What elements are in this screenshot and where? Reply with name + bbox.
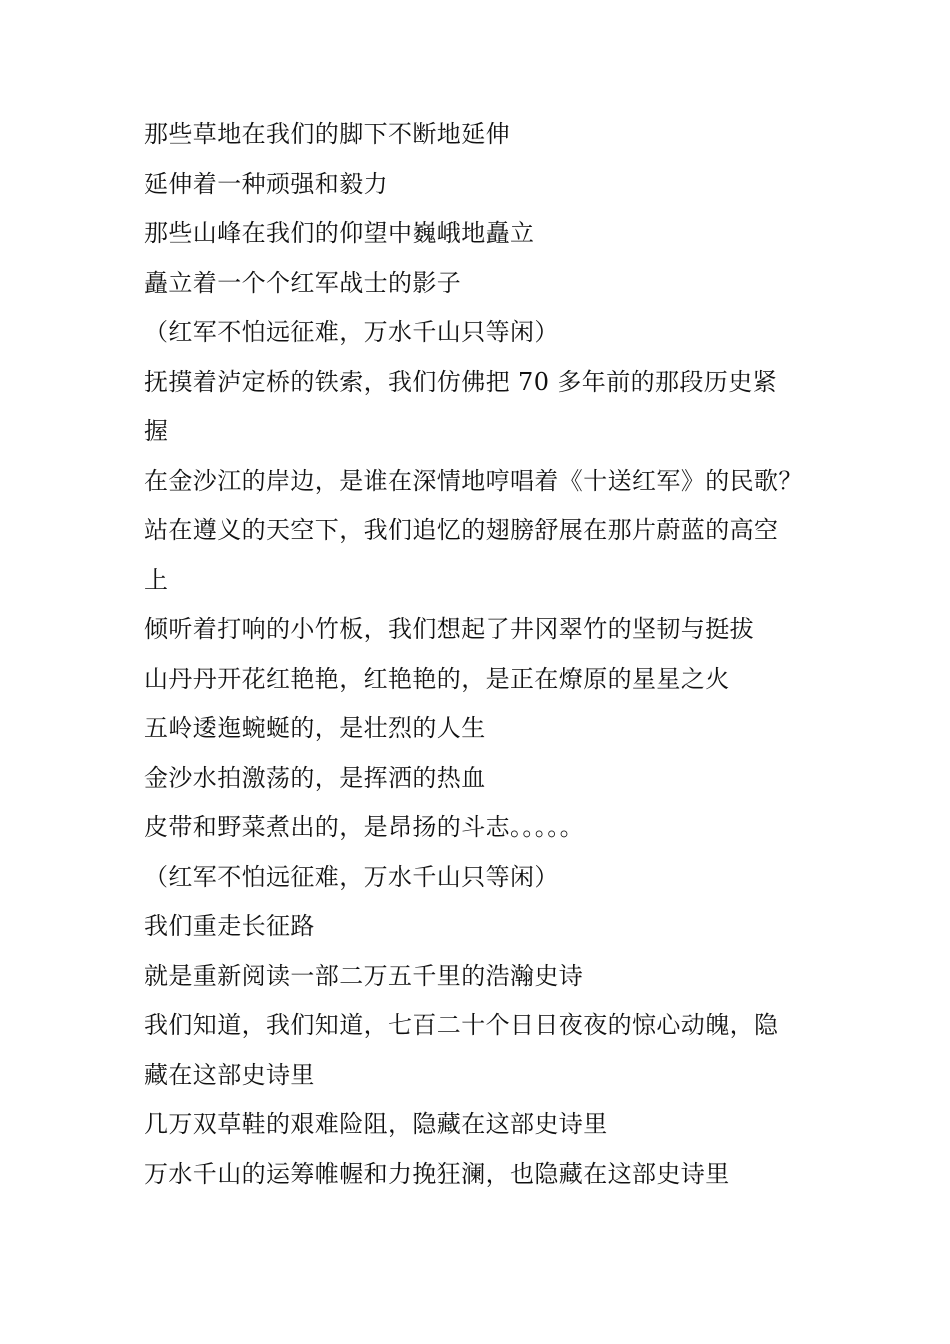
text-line: 藏在这部史诗里 (144, 1060, 315, 1089)
text-line: 我们知道，我们知道，七百二十个日日夜夜的惊心动魄，隐 (144, 1011, 779, 1039)
text-line: 倾听着打响的小竹板，我们想起了井冈翠竹的坚韧与挺拔 (144, 615, 754, 643)
text-line: 延伸着一种顽强和毅力 (144, 169, 388, 198)
text-line: 万水千山的运筹帷幄和力挽狂澜，也隐藏在这部史诗里 (144, 1159, 730, 1188)
text-line: 握 (144, 417, 169, 445)
poem-text-block (144, 110, 824, 1199)
text-line: 我们重走长征路 (144, 912, 315, 940)
text-line: 上 (144, 565, 169, 594)
text-line: 那些草地在我们的脚下不断地延伸 (144, 120, 510, 148)
text-line: 金沙水拍激荡的，是挥洒的热血 (144, 763, 486, 792)
text-line: 抚摸着泸定桥的铁索，我们仿佛把 70 多年前的那段历史紧 (144, 367, 777, 396)
text-line: 山丹丹开花红艳艳，红艳艳的，是正在燎原的星星之火 (144, 664, 730, 693)
text-line: 几万双草鞋的艰难险阻，隐藏在这部史诗里 (144, 1110, 608, 1138)
text-line: （红军不怕远征难，万水千山只等闲） (144, 862, 559, 891)
text-line: 五岭逶迤蜿蜒的，是壮烈的人生 (144, 714, 486, 742)
text-line: 在金沙江的岸边，是谁在深情地哼唱着《十送红军》的民歌？ (144, 466, 803, 495)
text-line: 就是重新阅读一部二万五千里的浩瀚史诗 (144, 961, 584, 990)
text-line: 皮带和野菜煮出的，是昂扬的斗志。。。。。 (144, 813, 584, 841)
text-line: 那些山峰在我们的仰望中巍峨地矗立 (144, 219, 535, 247)
text-line: 站在遵义的天空下，我们追忆的翅膀舒展在那片蔚蓝的高空 (144, 516, 779, 544)
text-line: （红军不怕远征难，万水千山只等闲） (144, 318, 559, 346)
text-line: 矗立着一个个红军战士的影子 (144, 268, 462, 297)
